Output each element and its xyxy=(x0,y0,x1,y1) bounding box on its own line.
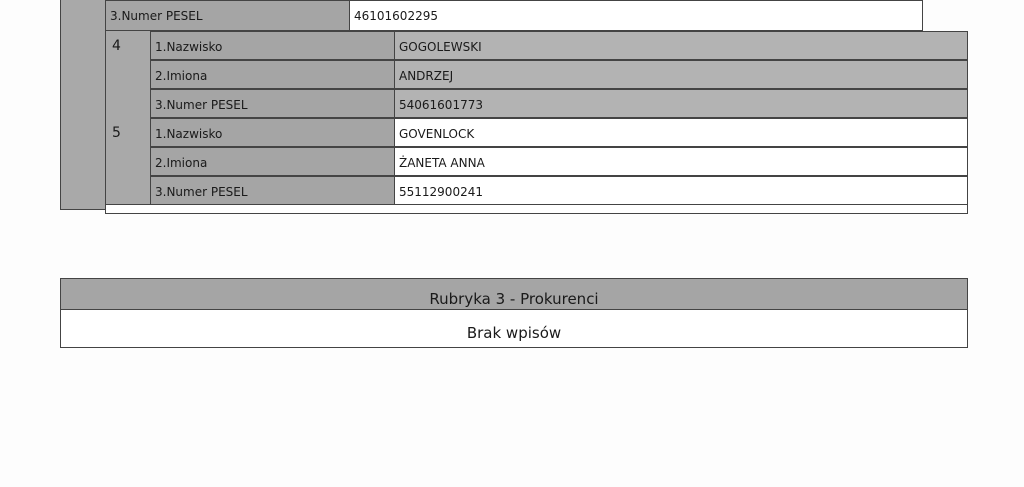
table-row xyxy=(150,60,968,89)
rubryka-section xyxy=(60,278,968,348)
field-label: 3.Numer PESEL xyxy=(150,89,395,118)
section-title: Rubryka 3 - Prokurenci xyxy=(60,278,968,310)
table-row xyxy=(150,89,968,118)
table-row xyxy=(150,176,968,205)
field-value: GOVENLOCK xyxy=(395,118,968,147)
person-group-4 xyxy=(105,31,968,119)
field-label: 1.Nazwisko xyxy=(150,31,395,60)
group-number: 5 xyxy=(105,118,150,205)
field-value: 54061601773 xyxy=(395,89,968,118)
table-row xyxy=(150,31,968,60)
field-value: GOGOLEWSKI xyxy=(395,31,968,60)
field-value: 46101602295 xyxy=(350,0,923,31)
field-label: 2.Imiona xyxy=(150,147,395,176)
table-row xyxy=(150,118,968,147)
section-content: Brak wpisów xyxy=(60,310,968,348)
group-number: 4 xyxy=(105,31,150,119)
section-margin xyxy=(60,0,105,210)
table-row xyxy=(150,147,968,176)
field-value: ŻANETA ANNA xyxy=(395,147,968,176)
field-label: 3.Numer PESEL xyxy=(105,0,350,31)
field-label: 2.Imiona xyxy=(150,60,395,89)
field-value: ANDRZEJ xyxy=(395,60,968,89)
field-label: 1.Nazwisko xyxy=(150,118,395,147)
table-row xyxy=(105,0,923,31)
field-label: 3.Numer PESEL xyxy=(150,176,395,205)
table-footer-row xyxy=(105,205,968,214)
person-group-5 xyxy=(105,118,968,205)
field-value: 55112900241 xyxy=(395,176,968,205)
register-table xyxy=(60,0,968,214)
